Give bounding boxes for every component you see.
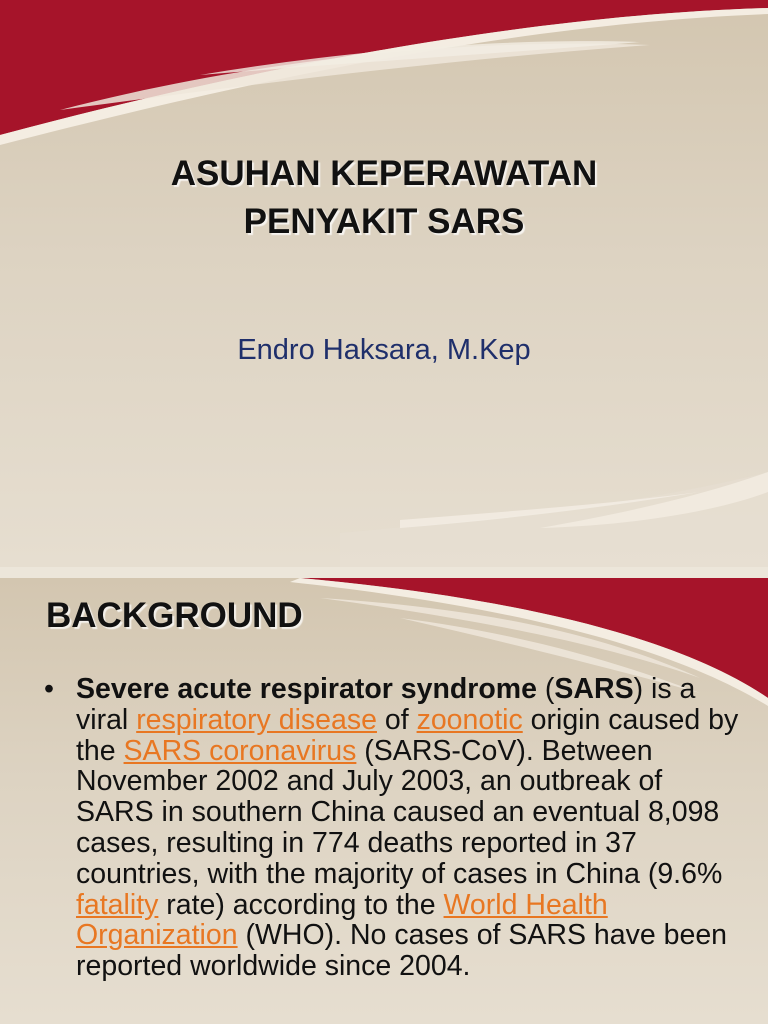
title-line-2: PENYAKIT SARS <box>243 202 525 241</box>
text: (SARS-CoV). Between November 2002 and July 2003, an outbreak of SARS in southern China caused an eventual 8,098 cases, resulting in 774 deaths reported in 37 countries, with the majority of cases in China (9.6% <box>76 734 723 890</box>
fatality-link[interactable]: fatality <box>76 888 159 921</box>
text: ) <box>633 673 644 705</box>
respiratory-disease-link[interactable]: respiratory disease <box>136 703 377 736</box>
text: of <box>376 703 417 736</box>
text: is a viral <box>76 673 696 736</box>
sars-coronavirus-link[interactable]: SARS coronavirus <box>123 734 357 767</box>
bullet-symbol: • <box>44 673 54 705</box>
text: (WHO). No cases of SARS have been reported worldwide since 2004. <box>76 919 728 983</box>
list-item <box>76 674 744 982</box>
section-heading: BACKGROUND <box>46 596 303 635</box>
author-name: Endro Haksara, M.Kep <box>237 334 531 366</box>
zoonotic-link[interactable]: zoonotic <box>416 703 523 736</box>
title-line-1: ASUHAN KEPERAWATAN <box>170 154 598 193</box>
sars-abbreviation: SARS <box>554 673 634 705</box>
bullet-list <box>44 674 744 982</box>
text: rate) according to the <box>158 888 444 921</box>
slide-title <box>0 150 768 246</box>
sars-term: Severe acute respirator syndrome <box>76 673 537 705</box>
text: origin caused by the <box>76 703 739 767</box>
text: ( <box>536 673 555 705</box>
who-link[interactable]: World Health Organization <box>76 888 608 952</box>
